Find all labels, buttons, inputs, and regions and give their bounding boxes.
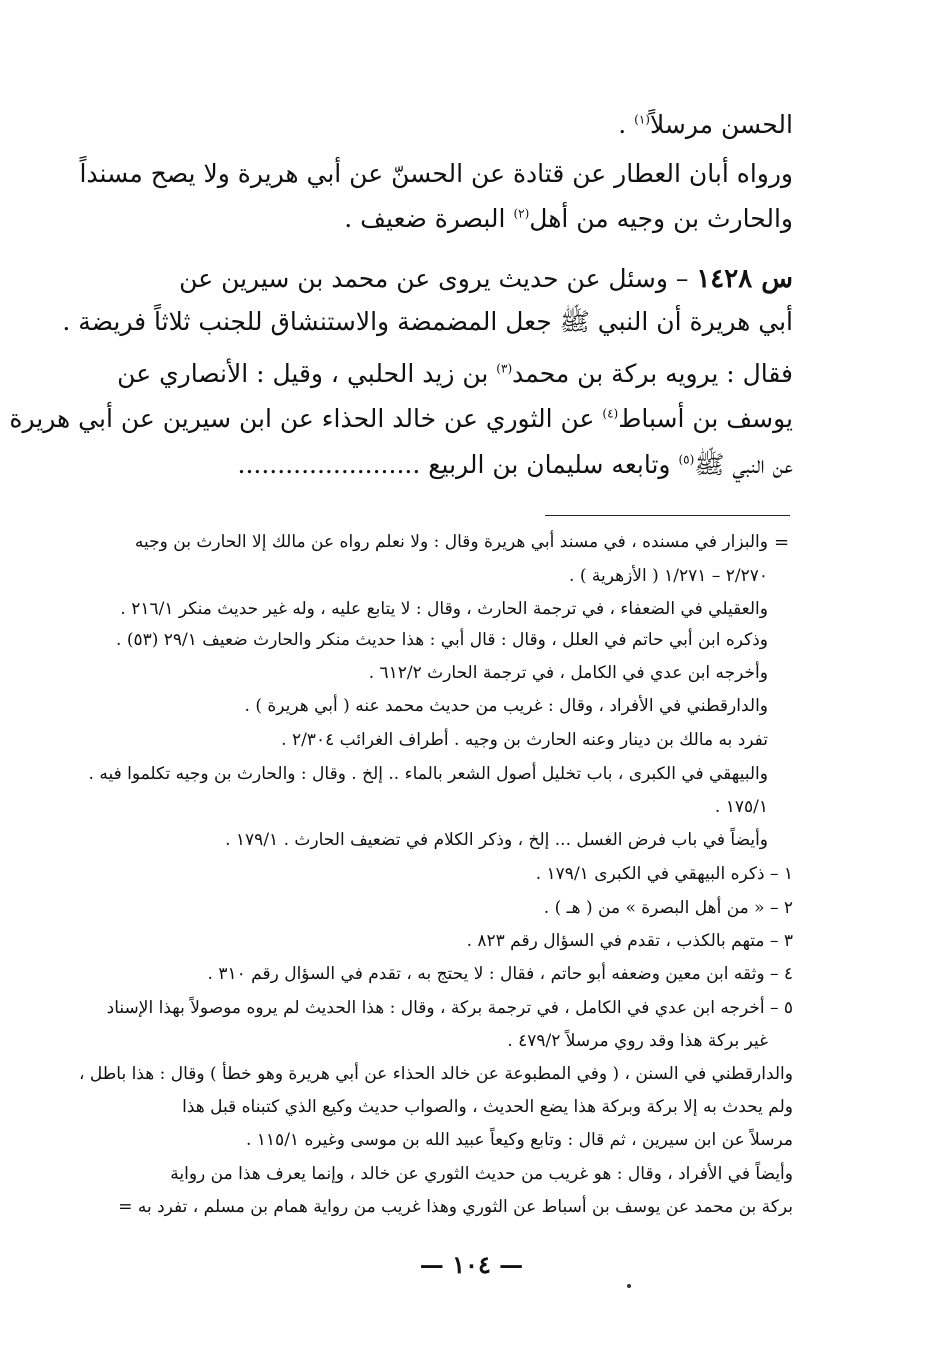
text-run: .	[618, 110, 627, 139]
question-line-2	[62, 305, 793, 339]
page-number: — ١٠٤ —	[419, 1250, 524, 1279]
footnote-line: ولم يحدث به إلا بركة وبركة هذا يضع الحديث ، والصواب حديث وكيع الذي كتبناه قبل هذا	[182, 1097, 793, 1117]
footnote-line: ٢/٢٧٠ – ١/٢٧١ ( الأزهرية ) .	[569, 566, 768, 586]
text-run: أبي هريرة أن النبي ﷺ جعل المضمضة والاستنشاق للجنب ثلاثاً فريضة .	[62, 307, 793, 336]
footnote-line: ٢ – « من أهل البصرة » من ( هـ ) .	[543, 898, 793, 918]
footnote-line: ٥ – أخرجه ابن عدي في الكامل ، في ترجمة بركة ، وقال : هذا الحديث لم يروه موصولاً بهذا الإسناد	[106, 998, 793, 1018]
footnote-line: والبيهقي في الكبرى ، باب تخليل أصول الشعر بالماء .. إلخ . وقال : والحارث بن وجيه تكلموا فيه .	[88, 764, 768, 784]
footnote-line: تفرد به مالك بن دينار وعنه الحارث بن وجيه . أطراف الغرائب ٢/٣٠٤ .	[281, 730, 768, 750]
speck	[627, 1284, 631, 1288]
question-number: س ١٤٢٨	[696, 264, 793, 294]
footnote-ref-2: (٢)	[513, 206, 530, 221]
main-line-3	[93, 202, 793, 236]
answer-line-2	[9, 402, 793, 436]
footnote-line: ٤ – وثقه ابن معين وضعفه أبو حاتم ، فقال : لا يحتج به ، تقدم في السؤال رقم ٣١٠ .	[207, 964, 793, 984]
footnote-ref-4: (٤)	[602, 406, 619, 421]
text-run: عن الثوري عن خالد الحذاء عن ابن سيرين عن أبي هريرة	[9, 404, 595, 433]
answer-line-3	[93, 448, 793, 482]
footnote-line: ٣ – متهم بالكذب ، تقدم في السؤال رقم ٨٢٣ .	[466, 931, 793, 951]
question-line-1	[93, 262, 793, 296]
footnote-line: وأيضاً في الأفراد ، وقال : هو غريب من حديث الثوري عن خالد ، وإنما يعرف هذا من رواية	[170, 1164, 793, 1184]
text-run: البصرة ضعيف .	[344, 204, 506, 233]
footnote-line: والبزار في مسنده ، في مسند أبي هريرة وقال : ولا نعلم رواه عن مالك إلا الحارث بن وجيه	[134, 532, 768, 552]
footnote-line: والعقيلي في الضعفاء ، في ترجمة الحارث ، وقال : لا يتابع عليه ، وله غير حديث منكر ٢١٦/١ .	[120, 599, 768, 619]
continuation-mark: =	[774, 532, 790, 553]
footnote-line: وأيضاً في باب فرض الغسل ... إلخ ، وذكر الكلام في تضعيف الحارث . ١٧٩/١ .	[225, 830, 768, 850]
text-run: ورواه أبان العطار عن قتادة عن الحسنّ عن أبي هريرة ولا يصح مسنداً	[79, 159, 793, 188]
text-run: الحسن مرسلاً	[649, 110, 793, 139]
footnote-line: وذكره ابن أبي حاتم في العلل ، وقال : قال أبي : هذا حديث منكر والحارث ضعيف ٢٩/١ (٥٣) .	[116, 630, 768, 650]
footnote-line: ١ – ذكره البيهقي في الكبرى ١٧٩/١ .	[535, 864, 793, 884]
footnote-line: والدارقطني في السنن ، ( وفي المطبوعة عن خالد الحذاء عن أبي هريرة وهو خطأ ) وقال : هذا باطل ،	[78, 1064, 793, 1084]
answer-line-1	[93, 357, 793, 391]
text-run: يوسف بن أسباط	[618, 404, 793, 433]
main-line-1	[93, 108, 793, 142]
footnote-line: وأخرجه ابن عدي في الكامل ، في ترجمة الحارث ٦١٢/٢ .	[368, 663, 768, 683]
text-run: وتابعه سليمان بن الربيع .......................	[237, 450, 671, 479]
text-run: عن النبي ﷺ	[694, 450, 793, 479]
footnote-ref-1: (١)	[634, 112, 650, 127]
text-run: والحارث بن وجيه من أهل	[529, 204, 793, 233]
text-run: بن زيد الحلبي ، وقيل : الأنصاري عن	[117, 359, 489, 388]
text-run: – وسئل عن حديث يروى عن محمد بن سيرين عن	[179, 264, 689, 293]
footnote-line: بركة بن محمد عن يوسف بن أسباط عن الثوري وهذا غريب من رواية همام بن مسلم ، تفرد به =	[118, 1197, 793, 1217]
main-line-2	[79, 157, 793, 191]
text-run: فقال : يرويه بركة بن محمد	[512, 359, 793, 388]
footnote-separator	[545, 515, 790, 516]
footnote-ref-3: (٣)	[496, 361, 513, 376]
footnote-line: ١٧٥/١ .	[714, 797, 768, 817]
footnote-line: والدارقطني في الأفراد ، وقال : غريب من حديث محمد عنه ( أبي هريرة ) .	[244, 696, 768, 716]
footnote-line: مرسلاً عن ابن سيرين ، ثم قال : وتابع وكيعاً عبيد الله بن موسى وغيره ١١٥/١ .	[245, 1130, 793, 1150]
footnote-ref-5: (٥)	[678, 452, 695, 467]
footnote-line: غير بركة هذا وقد روي مرسلاً ٤٧٩/٢ .	[507, 1031, 768, 1051]
